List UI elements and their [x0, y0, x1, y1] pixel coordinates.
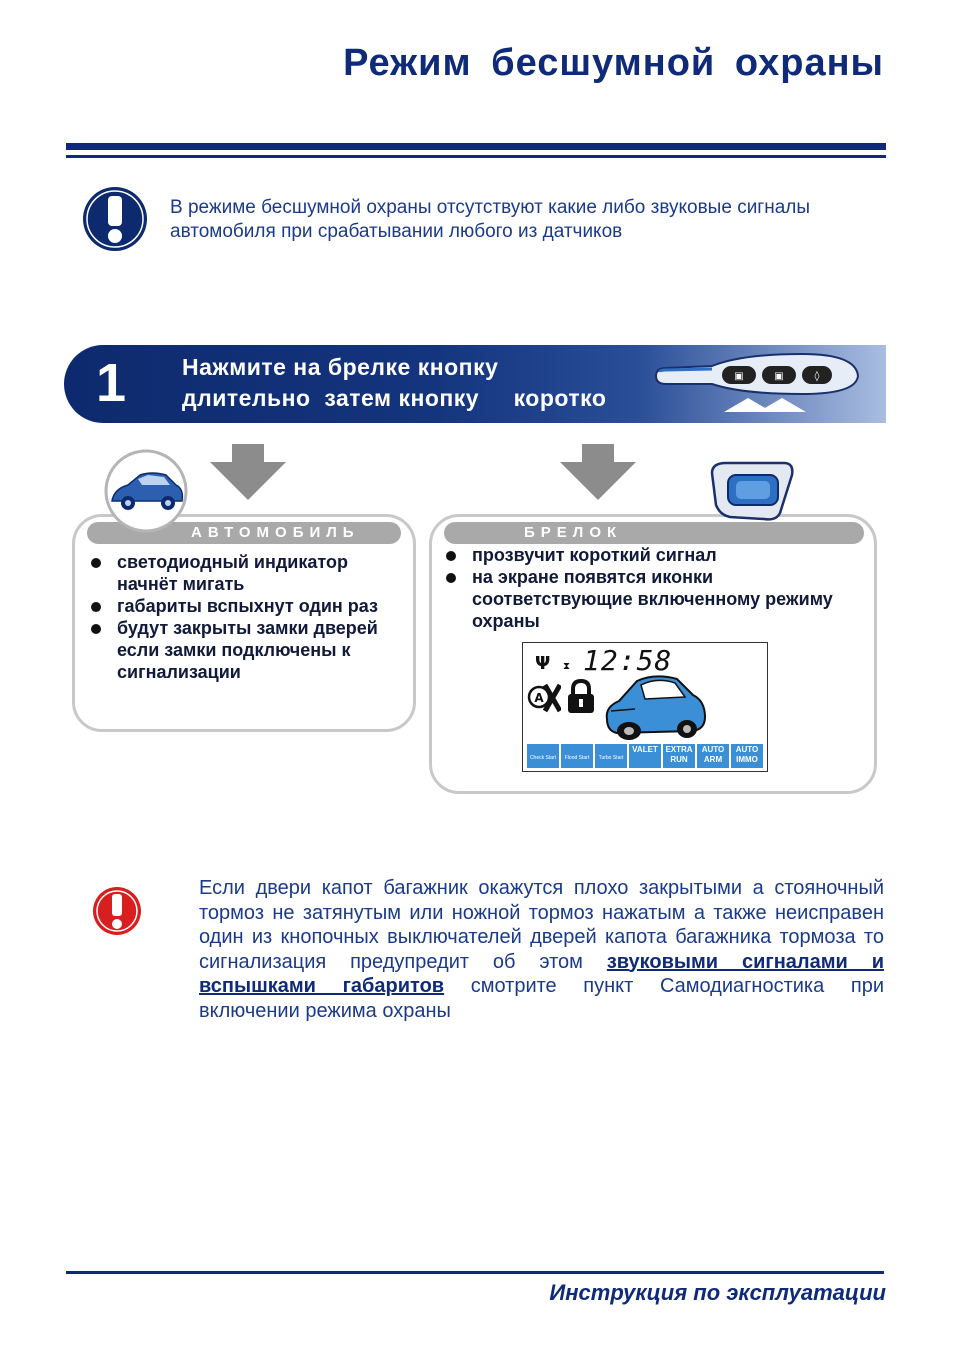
warning-text-post: смотрите пункт Самодиагностика при включении режима охраны	[199, 975, 884, 1022]
car-panel-list	[87, 551, 407, 683]
extra-run-icon	[663, 744, 695, 768]
fob-panel-list	[442, 544, 862, 632]
lcd-icon-bottom: IMMO	[736, 755, 758, 764]
antenna-icon: Ψ	[535, 653, 551, 674]
list-item: на экране появятся иконки соответствующие включенному режиму охраны	[442, 566, 862, 632]
lcd-screen	[522, 642, 768, 772]
turbo-start-icon	[595, 744, 627, 768]
flood-start-icon	[561, 744, 593, 768]
list-item: прозвучит короткий сигнал	[442, 544, 862, 566]
lcd-icon-row	[527, 744, 763, 768]
siren-off-icon	[527, 679, 561, 715]
step-line1: Нажмите на брелке кнопку	[182, 354, 499, 380]
fob-panel-title: БРЕЛОК	[524, 524, 623, 541]
svg-text:◊: ◊	[814, 371, 820, 382]
lcd-icon-top: EXTRA	[665, 745, 693, 754]
lcd-icon-bottom: Check Start	[529, 755, 557, 761]
info-note-text: В режиме бесшумной охраны отсутствуют какие либо звуковые сигналы автомобиля при срабатывании любого из датчиков	[170, 197, 811, 242]
step-line2a: длительно затем кнопку	[182, 385, 480, 411]
step-instruction	[182, 352, 606, 414]
step-number: 1	[96, 353, 127, 413]
svg-text:▣: ▣	[734, 371, 744, 382]
footer-rule	[66, 1271, 884, 1274]
car-status-icon	[601, 669, 709, 745]
info-exclamation-icon	[82, 186, 148, 252]
lcd-icon-bottom: Flood Start	[564, 755, 590, 761]
lock-icon	[565, 679, 597, 715]
valet-icon	[629, 744, 661, 768]
svg-text:A: A	[534, 691, 544, 705]
footer-text: Инструкция по эксплуатации	[549, 1280, 886, 1305]
lcd-fob-icon	[706, 459, 798, 523]
list-item: габариты вспыхнут один раз	[87, 595, 407, 617]
lcd-icon-top: AUTO	[735, 745, 759, 754]
fob-panel-header	[444, 522, 864, 544]
car-icon	[104, 449, 188, 533]
warning-text-pre: Если двери капот багажник окажутся плохо закрытыми а стояночный тормоз не затянутым или ножной тормоз нажатым а также неисправен один из кнопочных выключателей дверей капота багажника тормоза то сигнализация предупредит об этом	[199, 877, 884, 973]
lcd-icon-bottom: Turbo Start	[598, 755, 624, 761]
lcd-icon-top: VALET	[632, 745, 658, 754]
lcd-time: 12:58	[583, 644, 673, 677]
arrow-down-icon	[558, 444, 638, 500]
lcd-icon-bottom: RUN	[670, 755, 688, 764]
list-item: светодиодный индикатор начнёт мигать	[87, 551, 407, 595]
key-fob-icon	[652, 350, 864, 416]
svg-text:▣: ▣	[774, 371, 784, 382]
car-panel	[72, 514, 416, 732]
auto-immo-icon	[731, 744, 763, 768]
step-line2b: коротко	[513, 385, 607, 411]
warning-text	[199, 876, 884, 1023]
check-start-icon	[527, 744, 559, 768]
list-item: будут закрыты замки дверей если замки подключены к сигнализации	[87, 617, 407, 683]
page-title: Режим бесшумной охраны	[343, 42, 884, 84]
arrow-down-icon	[208, 444, 288, 500]
auto-arm-icon	[697, 744, 729, 768]
lcd-icon-top: AUTO	[701, 745, 725, 754]
warning-link[interactable]: звуковыми сигналами и вспышками габаритов	[199, 950, 884, 997]
hourglass-icon: ⧗	[563, 661, 571, 672]
header-rule	[66, 143, 886, 150]
lcd-icon-bottom: ARM	[703, 755, 723, 764]
car-panel-title: АВТОМОБИЛЬ	[191, 524, 360, 541]
warning-exclamation-icon	[92, 886, 142, 936]
header-rule-thin	[66, 155, 886, 158]
